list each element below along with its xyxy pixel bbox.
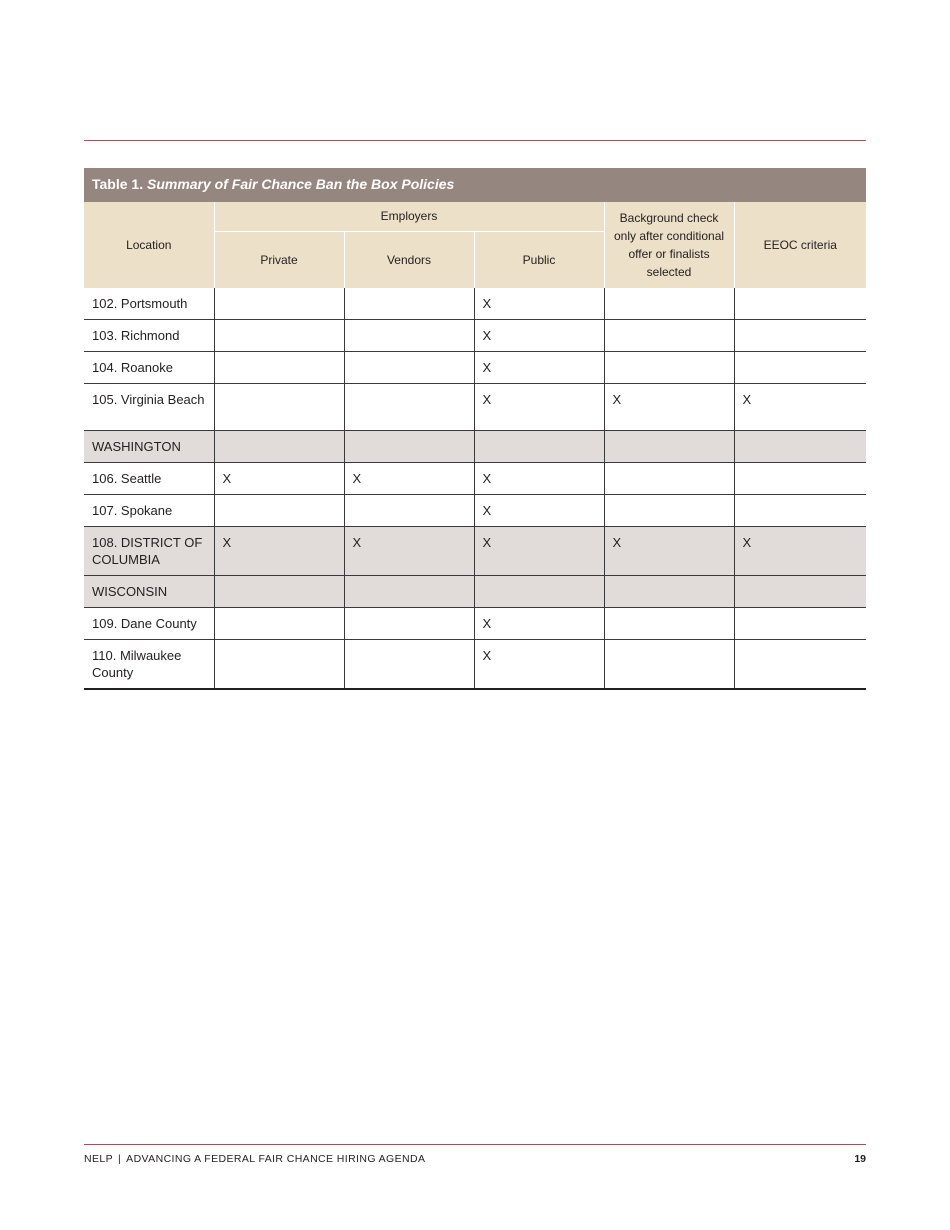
footer-org: NELP bbox=[84, 1153, 114, 1165]
footer-running-title bbox=[84, 1153, 425, 1165]
cell-vendors: X bbox=[344, 527, 474, 576]
cell-private bbox=[214, 495, 344, 527]
cell-location: WASHINGTON bbox=[84, 431, 214, 463]
footer-report-title: ADVANCING A FEDERAL FAIR CHANCE HIRING AGENDA bbox=[126, 1153, 426, 1165]
header-employers: Employers bbox=[214, 202, 604, 231]
cell-background bbox=[604, 463, 734, 495]
cell-background bbox=[604, 608, 734, 640]
cell-vendors bbox=[344, 431, 474, 463]
cell-eeoc bbox=[734, 495, 866, 527]
table-title bbox=[84, 168, 866, 202]
cell-public: X bbox=[474, 320, 604, 352]
cell-location: WISCONSIN bbox=[84, 576, 214, 608]
cell-eeoc bbox=[734, 608, 866, 640]
cell-background bbox=[604, 495, 734, 527]
cell-public bbox=[474, 431, 604, 463]
table-title-prefix: Table 1. bbox=[92, 176, 144, 192]
cell-private bbox=[214, 288, 344, 320]
state-row bbox=[84, 431, 866, 463]
top-divider bbox=[84, 140, 866, 141]
cell-background bbox=[604, 352, 734, 384]
header-background-check: Background check only after conditional offer or finalists selected bbox=[604, 202, 734, 288]
cell-background bbox=[604, 288, 734, 320]
table-row bbox=[84, 608, 866, 640]
cell-private bbox=[214, 431, 344, 463]
cell-location: 102. Portsmouth bbox=[84, 288, 214, 320]
cell-background: X bbox=[604, 384, 734, 431]
cell-public: X bbox=[474, 527, 604, 576]
cell-location: 107. Spokane bbox=[84, 495, 214, 527]
cell-vendors bbox=[344, 608, 474, 640]
cell-private bbox=[214, 576, 344, 608]
cell-eeoc: X bbox=[734, 527, 866, 576]
table-row bbox=[84, 463, 866, 495]
cell-public: X bbox=[474, 608, 604, 640]
table-row bbox=[84, 288, 866, 320]
header-vendors: Vendors bbox=[344, 231, 474, 288]
cell-background bbox=[604, 431, 734, 463]
cell-private bbox=[214, 384, 344, 431]
cell-vendors bbox=[344, 352, 474, 384]
cell-private: X bbox=[214, 527, 344, 576]
cell-public: X bbox=[474, 495, 604, 527]
cell-location: 105. Virginia Beach bbox=[84, 384, 214, 431]
cell-eeoc bbox=[734, 431, 866, 463]
cell-eeoc bbox=[734, 463, 866, 495]
page-number: 19 bbox=[854, 1153, 866, 1165]
header-eeoc: EEOC criteria bbox=[734, 202, 866, 288]
header-location: Location bbox=[84, 202, 214, 288]
cell-background bbox=[604, 640, 734, 690]
cell-vendors bbox=[344, 384, 474, 431]
cell-location: 110. Milwaukee County bbox=[84, 640, 214, 690]
table-row bbox=[84, 640, 866, 690]
table-row bbox=[84, 384, 866, 431]
cell-private bbox=[214, 320, 344, 352]
cell-eeoc bbox=[734, 352, 866, 384]
cell-location: 109. Dane County bbox=[84, 608, 214, 640]
cell-eeoc bbox=[734, 320, 866, 352]
cell-vendors bbox=[344, 288, 474, 320]
cell-vendors bbox=[344, 576, 474, 608]
cell-public: X bbox=[474, 288, 604, 320]
cell-private bbox=[214, 640, 344, 690]
table-row bbox=[84, 495, 866, 527]
state-row bbox=[84, 576, 866, 608]
cell-vendors: X bbox=[344, 463, 474, 495]
cell-location: 108. DISTRICT OF COLUMBIA bbox=[84, 527, 214, 576]
cell-public: X bbox=[474, 384, 604, 431]
cell-public: X bbox=[474, 352, 604, 384]
cell-background bbox=[604, 576, 734, 608]
cell-public: X bbox=[474, 640, 604, 690]
table-row bbox=[84, 320, 866, 352]
header-private: Private bbox=[214, 231, 344, 288]
policy-table bbox=[84, 202, 866, 690]
cell-private bbox=[214, 608, 344, 640]
cell-eeoc bbox=[734, 640, 866, 690]
cell-vendors bbox=[344, 640, 474, 690]
cell-public: X bbox=[474, 463, 604, 495]
cell-private: X bbox=[214, 463, 344, 495]
cell-vendors bbox=[344, 320, 474, 352]
cell-location: 104. Roanoke bbox=[84, 352, 214, 384]
cell-eeoc bbox=[734, 288, 866, 320]
cell-location: 106. Seattle bbox=[84, 463, 214, 495]
footer-divider bbox=[84, 1144, 866, 1145]
table-row bbox=[84, 352, 866, 384]
cell-eeoc: X bbox=[734, 384, 866, 431]
cell-background bbox=[604, 320, 734, 352]
footer-separator: | bbox=[118, 1153, 122, 1165]
header-public: Public bbox=[474, 231, 604, 288]
cell-private bbox=[214, 352, 344, 384]
state-row bbox=[84, 527, 866, 576]
cell-public bbox=[474, 576, 604, 608]
cell-eeoc bbox=[734, 576, 866, 608]
table-title-text: Summary of Fair Chance Ban the Box Policies bbox=[146, 176, 455, 192]
cell-vendors bbox=[344, 495, 474, 527]
policy-summary-table bbox=[84, 168, 866, 690]
cell-background: X bbox=[604, 527, 734, 576]
cell-location: 103. Richmond bbox=[84, 320, 214, 352]
